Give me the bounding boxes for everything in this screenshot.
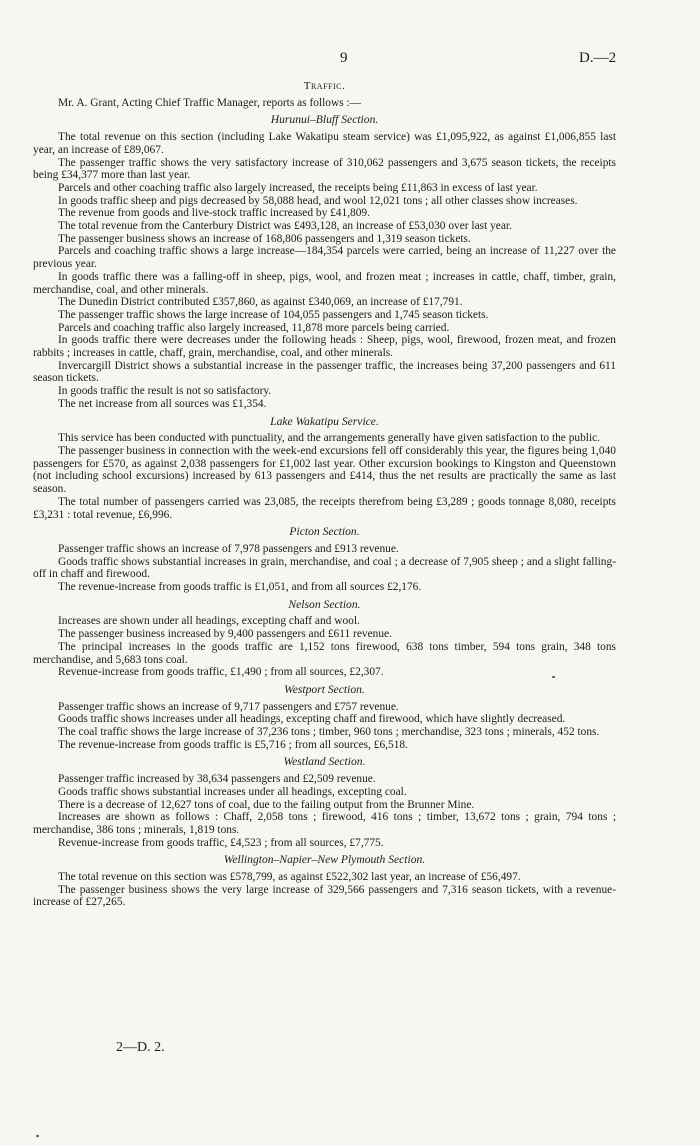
paragraph: The net increase from all sources was £1,354. bbox=[58, 397, 267, 410]
subsection-title: Westport Section. bbox=[284, 682, 365, 696]
subsection-title: Picton Section. bbox=[289, 525, 360, 539]
paragraph: Passenger traffic shows an increase of 9,717 passengers and £757 revenue. bbox=[58, 700, 399, 713]
subsection-title: Hurunui–Bluff Section. bbox=[270, 113, 379, 127]
section-heading: Traffic. bbox=[303, 80, 346, 92]
paragraph: Increases are shown as follows : Chaff, 2,058 tons ; firewood, 416 tons ; timber, 13,672 tons ; grain, 794 tons ; merchandise, 386 tons ; minerals, 1,819 tons. bbox=[33, 811, 616, 836]
paragraph: Goods traffic shows substantial increases under all headings, excepting coal. bbox=[58, 785, 407, 798]
footer-signature: 2—D. 2. bbox=[116, 1040, 165, 1055]
subsection-title: Nelson Section. bbox=[288, 597, 361, 611]
subsection-title: Wellington–Napier–New Plymouth Section. bbox=[223, 853, 426, 867]
paragraph: Increases are shown under all headings, excepting chaff and wool. bbox=[58, 615, 360, 628]
paragraph: Invercargill District shows a substantial increase in the passenger traffic, the increases being 37,200 passengers and 611 season tickets. bbox=[33, 359, 616, 385]
paragraph: Parcels and other coaching traffic also largely increased, the receipts being £11,863 in excess of last year. bbox=[58, 181, 538, 194]
paragraph: The passenger business in connection with the week-end excursions fell off considerably this year, the figures being 1,040 passengers for £570, as against 2,038 passengers for £1,002 last year. Other excursion bookings to Kingston and Queenstown (not including school excursions) increased by 613 passengers and £414, thus the net results are practically the same as last season. bbox=[33, 444, 616, 496]
paragraph: The total number of passengers carried was 23,085, the receipts therefrom being £3,289 ; goods tonnage 8,080, receipts £3,231 : total revenue, £6,996. bbox=[33, 495, 616, 521]
paragraph: There is a decrease of 12,627 tons of coal, due to the failing output from the Brunner Mine. bbox=[58, 798, 475, 811]
paragraph: Revenue-increase from goods traffic, £1,490 ; from all sources, £2,307. bbox=[58, 666, 384, 679]
paragraph: The Dunedin District contributed £357,860, as against £340,069, an increase of £17,791. bbox=[58, 296, 463, 309]
paragraph: The principal increases in the goods traffic are 1,152 tons firewood, 638 tons timber, 594 tons grain, 348 tons merchandise, and 5,683 tons coal. bbox=[33, 640, 616, 666]
paragraph: In goods traffic there were decreases under the following heads : Sheep, pigs, wool, firewood, frozen meat, and frozen rabbits ; increases in cattle, chaff, grain, merchandise, coal, and other minerals. bbox=[33, 334, 616, 360]
paragraph: The revenue-increase from goods traffic is £1,051, and from all sources £2,176. bbox=[58, 581, 422, 594]
subsection-title: Westland Section. bbox=[283, 755, 366, 769]
paragraph: Passenger traffic increased by 38,634 passengers and £2,509 revenue. bbox=[58, 773, 376, 786]
subsection-title: Lake Wakatipu Service. bbox=[270, 414, 379, 428]
stray-mark bbox=[552, 676, 555, 678]
paragraph: The passenger traffic shows the very satisfactory increase of 310,062 passengers and 3,675 season tickets, the receipts being £34,377 more than last year. bbox=[33, 156, 616, 182]
document-reference: D.—2 bbox=[579, 50, 617, 66]
report-body bbox=[33, 80, 616, 909]
paragraph: In goods traffic sheep and pigs decreased by 58,088 head, and wool 12,021 tons ; all other classes show increases. bbox=[58, 194, 578, 207]
paragraph: Parcels and coaching traffic also largely increased, 11,878 more parcels being carried. bbox=[58, 321, 450, 334]
paragraph: The passenger business increased by 9,400 passengers and £611 revenue. bbox=[58, 628, 392, 641]
paragraph: Goods traffic shows increases under all headings, excepting chaff and firewood, which have slightly decreased. bbox=[58, 713, 566, 726]
sections-container bbox=[33, 114, 616, 909]
paragraph: The revenue-increase from goods traffic is £5,716 ; from all sources, £6,518. bbox=[58, 738, 408, 751]
intro-line: Mr. A. Grant, Acting Chief Traffic Manager, reports as follows :— bbox=[58, 96, 362, 109]
paragraph: The total revenue on this section was £578,799, as against £522,302 last year, an increase of £56,497. bbox=[58, 871, 521, 884]
paragraph: The revenue from goods and live-stock traffic increased by £41,809. bbox=[58, 207, 370, 220]
paragraph: Parcels and coaching traffic shows a large increase—184,354 parcels were carried, being an increase of 11,227 over the previous year. bbox=[33, 245, 616, 271]
paragraph: Goods traffic shows substantial increases in grain, merchandise, and coal ; a decrease of 7,905 sheep ; and a slight falling-off in chaff and firewood. bbox=[33, 555, 616, 581]
paragraph: Revenue-increase from goods traffic, £4,523 ; from all sources, £7,775. bbox=[58, 836, 384, 849]
paragraph: The passenger business shows an increase of 168,806 passengers and 1,319 season tickets. bbox=[58, 232, 471, 245]
paragraph: This service has been conducted with punctuality, and the arrangements generally have given satisfaction to the public. bbox=[58, 432, 601, 445]
stray-mark bbox=[36, 1135, 39, 1137]
paragraph: The total revenue from the Canterbury District was £493,128, an increase of £53,030 over last year. bbox=[58, 220, 512, 233]
page-number: 9 bbox=[340, 50, 348, 66]
paragraph: In goods traffic the result is not so satisfactory. bbox=[58, 385, 272, 398]
paragraph: The passenger traffic shows the large increase of 104,055 passengers and 1,745 season tickets. bbox=[58, 308, 489, 321]
paragraph: The coal traffic shows the large increase of 37,236 tons ; timber, 960 tons ; merchandise, 323 tons ; minerals, 452 tons. bbox=[58, 726, 600, 739]
paragraph: The total revenue on this section (including Lake Wakatipu steam service) was £1,095,922, as against £1,006,855 last year, an increase of £89,067. bbox=[33, 131, 616, 156]
paragraph: The passenger business shows the very large increase of 329,566 passengers and 7,316 season tickets, with a revenue-increase of £27,265. bbox=[33, 883, 616, 909]
paragraph: Passenger traffic shows an increase of 7,978 passengers and £913 revenue. bbox=[58, 542, 399, 555]
paragraph: In goods traffic there was a falling-off in sheep, pigs, wool, and frozen meat ; increases in cattle, chaff, timber, grain, merchandise, coal, and other minerals. bbox=[33, 270, 616, 296]
